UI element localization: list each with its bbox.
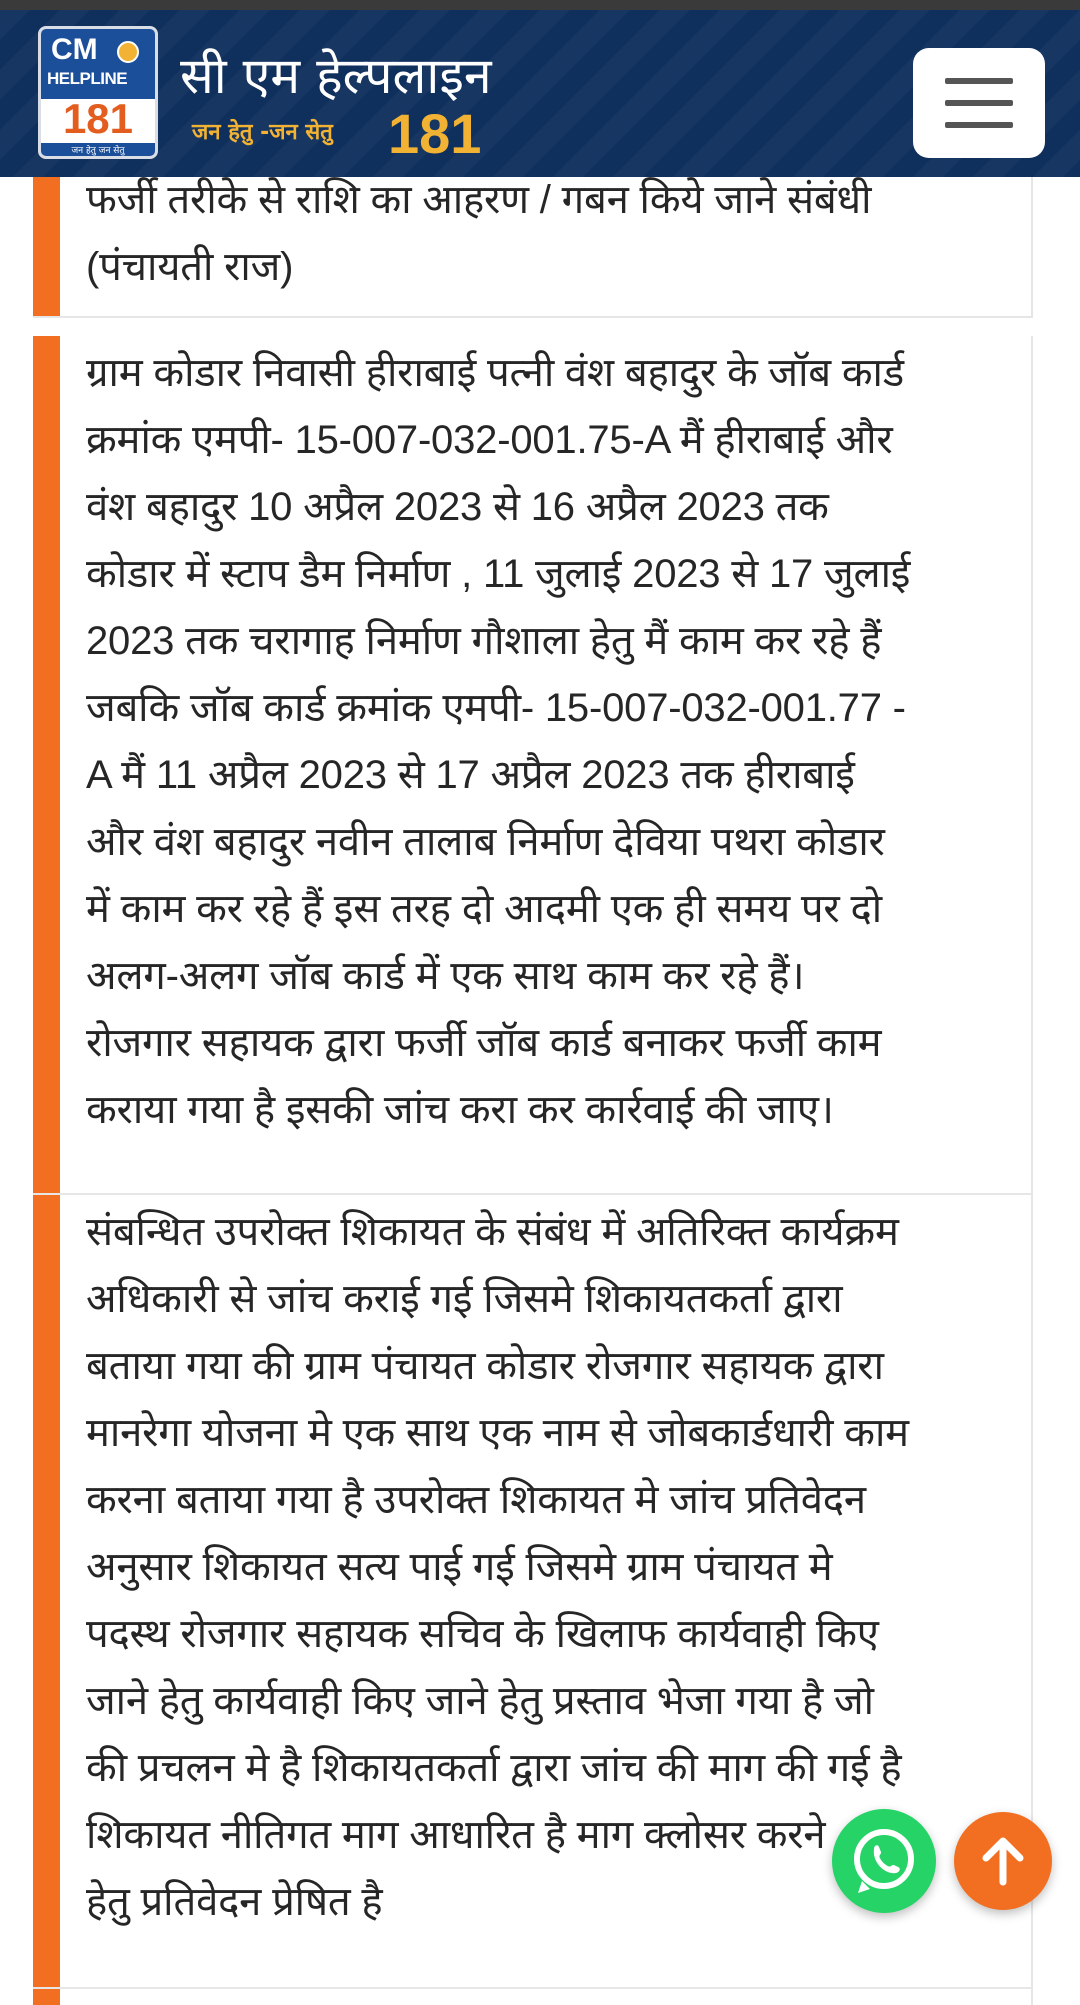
- emblem-icon: [117, 41, 139, 63]
- row-accent-bar: [33, 1195, 60, 1987]
- menu-button[interactable]: [913, 48, 1045, 158]
- logo-cm-text: CM: [51, 33, 98, 66]
- logo-helpline-text: HELPLINE: [47, 69, 128, 88]
- complaint-category-text: फर्जी तरीके से राशि का आहरण / गबन किये जाने संबंधी (पंचायती राज): [86, 178, 872, 289]
- logo-tagline: जन हेतु जन सेतु: [41, 143, 155, 159]
- complaint-description-text: ग्राम कोडार निवासी हीराबाई पत्नी वंश बहादुर के जॉब कार्ड क्रमांक एमपी- 15-007-032-001.75-A मैं हीराबाई और वंश बहादुर 10 अप्रैल 2023 से 16 अप्रैल 2023 तक कोडार में स्टाप डैम निर्माण , 11 जुलाई 2023 से 17 जुलाई 2023 तक चरागाह निर्माण गौशाला हेतु मैं काम कर रहे हैं जबकि जॉब कार्ड क्रमांक एमपी- 15-007-032-001.77 - A मैं 11 अप्रैल 2023 से 17 अप्रैल 2023 तक हीराबाई और वंश बहादुर नवीन तालाब निर्माण देविया पथरा कोडार में काम कर रहे हैं इस तरह दो आदमी एक ही समय पर दो अलग-अलग जॉब कार्ड में एक साथ काम कर रहे हैं। रोजगार सहायक द्वारा फर्जी जॉब कार्ड बनाकर फर्जी काम कराया गया है इसकी जांच करा कर कार्रवाई की जाए।: [86, 351, 911, 1132]
- next-row: [33, 1989, 1033, 2005]
- scroll-to-top-button[interactable]: [954, 1812, 1052, 1910]
- logo-number: 181: [62, 95, 134, 142]
- cm-helpline-logo[interactable]: [38, 26, 158, 159]
- site-title[interactable]: सी एम हेल्पलाइन: [180, 47, 492, 105]
- arrow-up-icon: [954, 1812, 1052, 1910]
- complaint-details: [33, 177, 1033, 2005]
- site-helpline-number: 181: [388, 102, 482, 165]
- status-strip: [0, 0, 1080, 10]
- site-header: [0, 10, 1080, 177]
- row-accent-bar: [33, 1989, 60, 2005]
- whatsapp-icon: [832, 1809, 936, 1913]
- complaint-category-row: [33, 177, 1033, 318]
- complaint-response-text: संबन्धित उपरोक्त शिकायत के संबंध में अतिरिक्त कार्यक्रम अधिकारी से जांच कराई गई जिसमे शिकायतकर्ता द्वारा बताया गया की ग्राम पंचायत कोडार रोजगार सहायक द्वारा मानरेगा योजना मे एक साथ एक नाम से जोबकार्डधारी काम करना बताया गया है उपरोक्त शिकायत मे जांच प्रतिवेदन अनुसार शिकायत सत्य पाई गई जिसमे ग्राम पंचायत मे पदस्थ रोजगार सहायक सचिव के खिलाफ कार्यवाही किए जाने हेतु कार्यवाही किए जाने हेतु प्रस्ताव भेजा गया है जो की प्रचलन मे है शिकायतकर्ता द्वारा जांच की माग की गई है शिकायत नीतिगत माग आधारित है माग क्लोसर करने हेतु प्रतिवेदन प्रेषित है: [86, 1210, 909, 1924]
- site-subtitle: जन हेतु -जन सेतु: [192, 120, 333, 145]
- row-accent-bar: [33, 336, 60, 1193]
- whatsapp-button[interactable]: [832, 1809, 936, 1913]
- complaint-description-row: [33, 336, 1033, 1195]
- row-accent-bar: [33, 177, 60, 316]
